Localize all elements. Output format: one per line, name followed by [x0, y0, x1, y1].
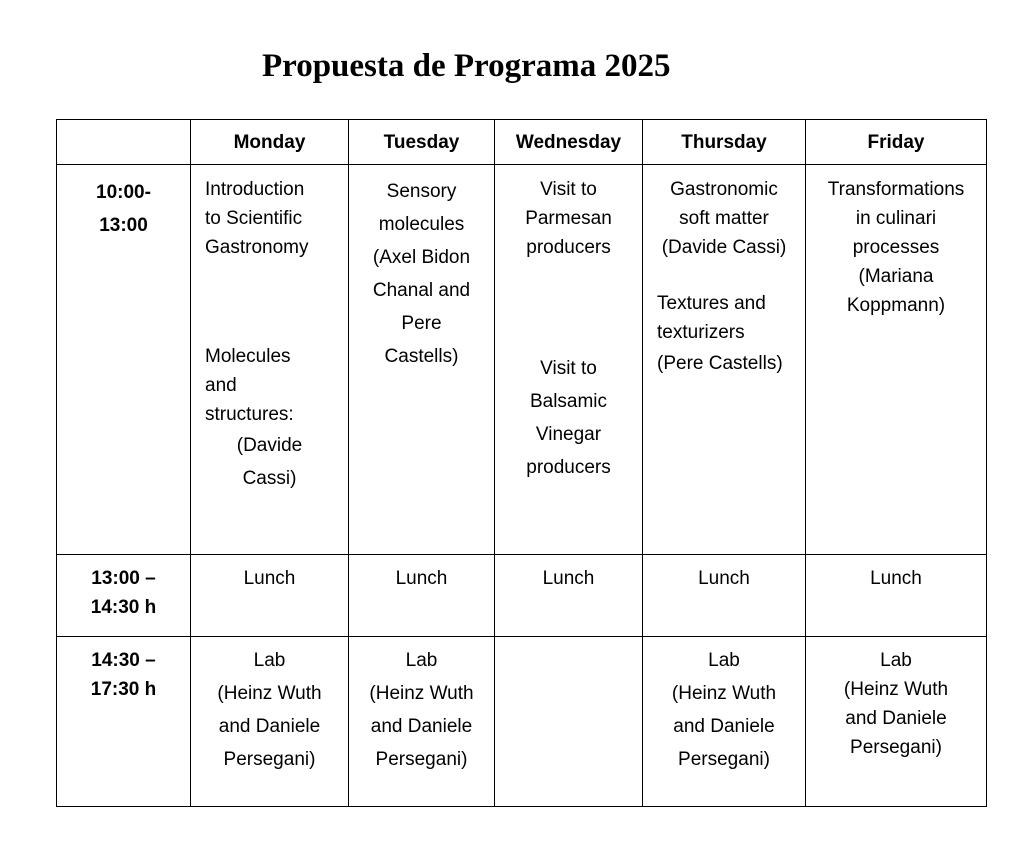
session-friday-morning: Transformations in culinari processes (Mariana Koppmann): [806, 165, 987, 555]
time-slot-lunch: 13:00 – 14:30 h: [57, 555, 191, 637]
lunch-friday: Lunch: [806, 555, 987, 637]
day-header-tuesday: Tuesday: [349, 120, 495, 165]
lab-wednesday: [495, 637, 643, 807]
time-slot-afternoon: 14:30 – 17:30 h: [57, 637, 191, 807]
session-thursday-morning: Gastronomic soft matter (Davide Cassi) Textures and texturizers (Pere Castells): [643, 165, 806, 555]
session-wednesday-morning: Visit to Parmesan producers Visit to Balsamic Vinegar producers: [495, 165, 643, 555]
day-header-friday: Friday: [806, 120, 987, 165]
lunch-row: [57, 555, 987, 637]
lunch-tuesday: Lunch: [349, 555, 495, 637]
afternoon-row: [57, 637, 987, 807]
day-header-thursday: Thursday: [643, 120, 806, 165]
corner-cell: [57, 120, 191, 165]
lab-tuesday: Lab (Heinz Wuth and Daniele Persegani): [349, 637, 495, 807]
time-slot-morning: 10:00- 13:00: [57, 165, 191, 555]
session-tuesday-morning: Sensory molecules (Axel Bidon Chanal and Pere Castells): [349, 165, 495, 555]
header-row: [57, 120, 987, 165]
morning-row: [57, 165, 987, 555]
lunch-thursday: Lunch: [643, 555, 806, 637]
schedule-table: [56, 119, 987, 807]
lunch-monday: Lunch: [191, 555, 349, 637]
lab-monday: Lab (Heinz Wuth and Daniele Persegani): [191, 637, 349, 807]
lunch-wednesday: Lunch: [495, 555, 643, 637]
day-header-wednesday: Wednesday: [495, 120, 643, 165]
lab-thursday: Lab (Heinz Wuth and Daniele Persegani): [643, 637, 806, 807]
session-monday-morning: Introduction to Scientific Gastronomy Molecules and structures: (Davide Cassi): [191, 165, 349, 555]
page-title: Propuesta de Programa 2025: [262, 48, 671, 84]
day-header-monday: Monday: [191, 120, 349, 165]
lab-friday: Lab (Heinz Wuth and Daniele Persegani): [806, 637, 987, 807]
